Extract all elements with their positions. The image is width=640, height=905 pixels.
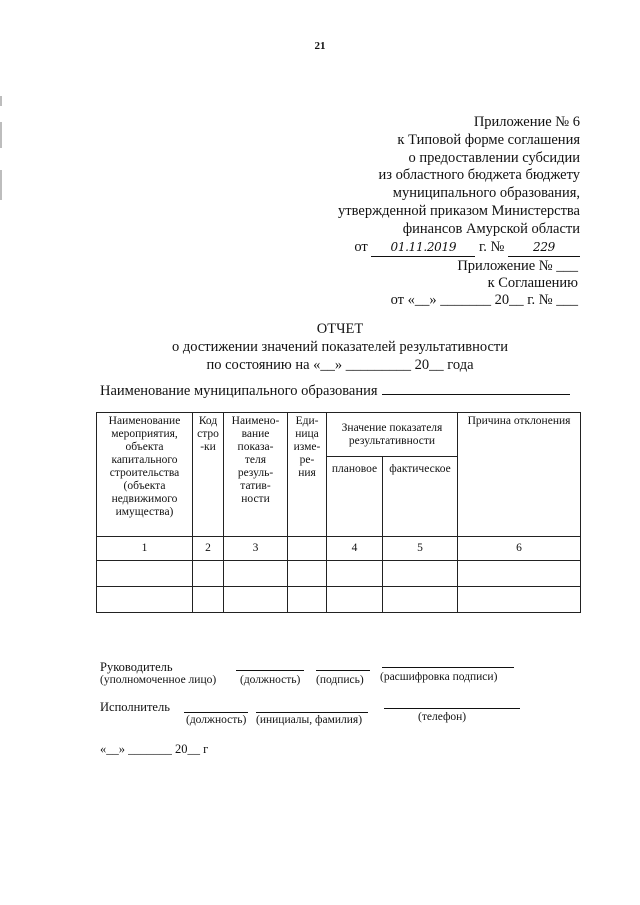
appendix-line: к Типовой форме соглашения [397,131,580,148]
agreement-line: к Соглашению [487,275,578,291]
header-deviation-reason: Причина отклонения [458,413,581,537]
table-cell[interactable] [383,587,458,613]
number-label: г. № [478,238,505,255]
table-cell[interactable] [383,561,458,587]
municipality-field [100,383,570,400]
appendix-line: финансов Амурской области [402,220,580,237]
appendix-header [260,114,580,257]
page-number: 21 [314,40,326,52]
table-cell[interactable] [458,587,581,613]
table-cell[interactable] [97,561,193,587]
table-cell[interactable] [327,587,383,613]
report-subtitle: о достижении значений показателей результативности [171,339,509,355]
agreement-line: Приложение № ___ [457,258,578,274]
decoding-caption: (расшифровка подписи) [380,671,498,683]
executor-position-line[interactable] [184,712,248,713]
column-number: 4 [327,537,383,561]
column-number: 3 [224,537,288,561]
scan-edge-mark [0,96,2,106]
order-date-line [260,239,580,258]
header-planned: плановое [327,457,383,537]
authorized-person-label: (уполномоченное лицо) [100,674,217,686]
scan-edge-mark [0,170,2,200]
municipality-blank[interactable] [382,394,570,395]
table-cell[interactable] [288,587,327,613]
decoding-line[interactable] [382,667,514,668]
executor-phone-line[interactable] [384,708,520,709]
report-title: ОТЧЕТ [316,321,364,337]
appendix-line: муниципального образования, [392,185,580,202]
agreement-appendix [318,258,578,309]
column-number: 6 [458,537,581,561]
header-event-name: Наименование мероприятия, объекта капитального строительства (объекта недвижимого имущества) [97,413,193,537]
table-cell[interactable] [193,587,224,613]
executor-position-caption: (должность) [186,714,247,726]
signature-line[interactable] [316,670,370,671]
signature-caption: (подпись) [316,674,364,686]
executor-label: Исполнитель [100,700,170,714]
signature-date: «__» _______ 20__ г [100,742,209,756]
column-number: 5 [383,537,458,561]
header-indicator-value: Значение показателя результативности [327,413,458,457]
header-actual: фактическое [383,457,458,537]
appendix-line: о предоставлении субсидии [408,149,580,166]
handwritten-date: 01.11.2019 [371,239,475,258]
table-cell[interactable] [224,561,288,587]
column-number: 1 [97,537,193,561]
appendix-line: из областного бюджета бюджету [378,167,580,184]
table-number-row [97,537,581,561]
scan-edge-mark [0,122,2,148]
position-caption: (должность) [240,674,301,686]
table-cell[interactable] [288,561,327,587]
table-cell[interactable] [224,587,288,613]
handwritten-number: 229 [508,239,580,258]
table-row [97,561,581,587]
table-cell[interactable] [458,561,581,587]
report-table [96,412,581,613]
table-cell[interactable] [193,561,224,587]
table-cell[interactable] [327,561,383,587]
report-title-block [100,320,580,374]
head-label: Руководитель [100,660,173,674]
header-unit: Еди- ница изме- ре- ния [288,413,327,537]
appendix-line: утвержденной приказом Министерства [338,202,580,219]
position-line[interactable] [236,670,304,671]
column-number: 2 [193,537,224,561]
executor-phone-caption: (телефон) [418,711,467,723]
header-row-code: Код стро -ки [193,413,224,537]
executor-name-caption: (инициалы, фамилия) [256,714,363,726]
from-label: от [354,238,368,255]
table-row [97,587,581,613]
agreement-line: от «__» _______ 20__ г. № ___ [390,292,578,308]
municipality-label: Наименование муниципального образования [100,383,378,399]
executor-name-line[interactable] [256,712,368,713]
column-number [288,537,327,561]
header-indicator-name: Наимено- вание показа- теля резуль- татив- ности [224,413,288,537]
appendix-line: Приложение № 6 [473,114,580,130]
report-as-of: по состоянию на «__» _________ 20__ года [206,357,474,373]
table-cell[interactable] [97,587,193,613]
